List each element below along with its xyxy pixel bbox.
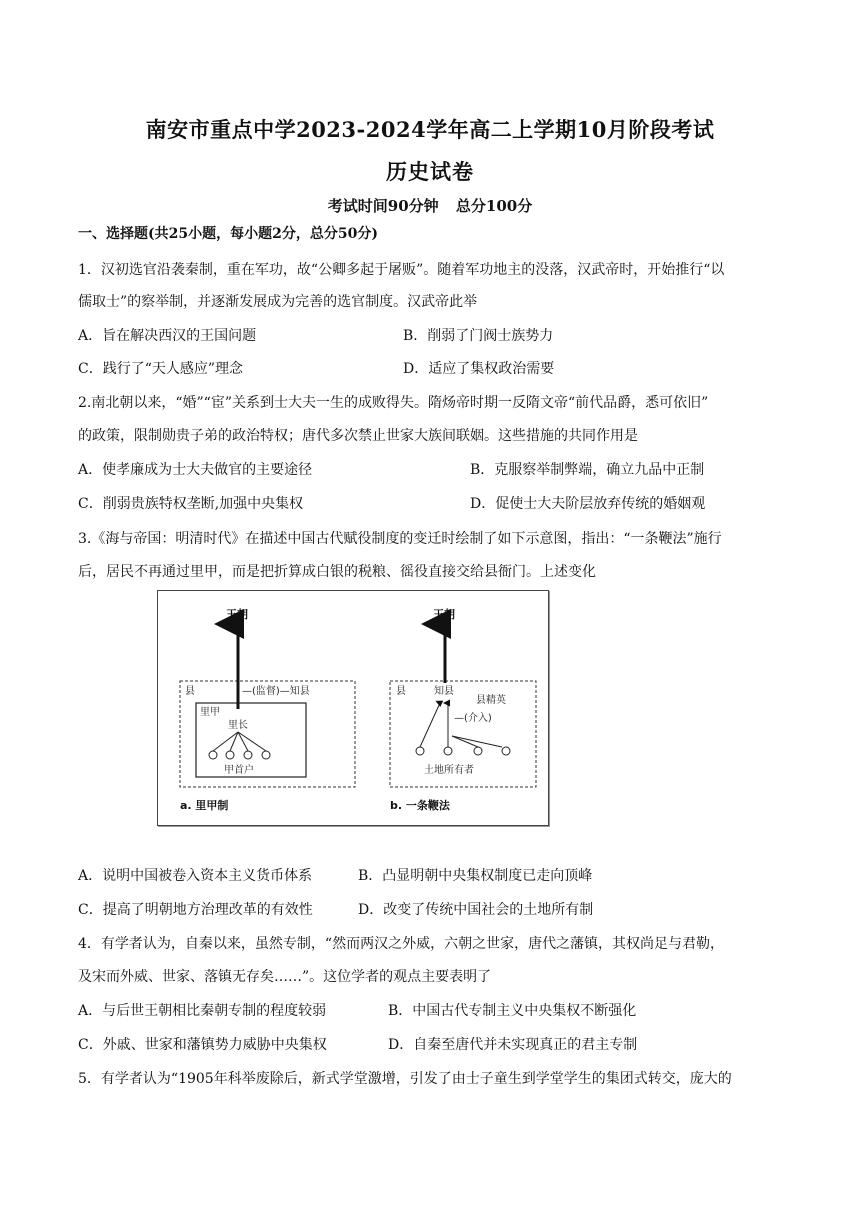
question-2-option-b: B．克服察举制弊端，确立九品中正制: [470, 462, 705, 478]
question-2-option-d: D．促使士大夫阶层放弃传统的婚姻观: [470, 496, 706, 512]
question-1-option-a: A．旨在解决西汉的王国问题: [78, 328, 257, 344]
question-1-stem-line2: 儒取士”的察举制，并逐渐发展成为完善的选官制度。汉武帝此举: [78, 294, 478, 310]
a-caption: a. 里甲制: [180, 799, 229, 812]
section-heading: 一、选择题(共25小题，每小题2分，总分50分): [78, 226, 378, 242]
a-supervise-label: —(监督)—知县: [242, 686, 310, 697]
question-5-stem-line1: 5．有学者认为“1905年科举废除后，新式学堂激增，引发了由士子童生到学堂学生的集团式转交，庞大的: [78, 1071, 732, 1087]
question-4-option-b: B．中国古代专制主义中央集权不断强化: [388, 1003, 637, 1019]
b-magistrate-label: 知县: [434, 686, 454, 697]
question-4-option-d: D．自秦至唐代并未实现真正的君主专制: [388, 1037, 638, 1053]
b-dynasty-label: 王朝: [433, 608, 455, 621]
exam-time: 考试时间90分钟: [327, 197, 439, 215]
b-county-label: 县: [396, 686, 406, 697]
question-2-option-c: C．削弱贵族特权垄断,加强中央集权: [78, 496, 304, 512]
a-county-label: 县: [185, 686, 195, 697]
b-caption: b. 一条鞭法: [390, 799, 450, 812]
b-elite-label: 县精英: [476, 695, 506, 706]
question-2-stem-line1: 2.南北朝以来，“婚”“宦”关系到士大夫一生的成败得失。隋炀帝时期一反隋文帝“前代品爵，悉可依旧”: [78, 395, 709, 411]
question-1-option-b: B．削弱了门阀士族势力: [403, 328, 554, 344]
question-3-stem-line1: 3.《海与帝国：明清时代》在描述中国古代赋役制度的变迁时绘制了如下示意图，指出：“一条鞭法”施行: [78, 531, 722, 547]
total-score: 总分100分: [455, 197, 533, 215]
question-2-option-a: A．使孝廉成为士大夫做官的主要途径: [78, 462, 313, 478]
question-3-option-b: B．凸显明朝中央集权制度已走向顶峰: [358, 868, 593, 884]
exam-title: 南安市重点中学2023-2024学年高二上学期10月阶段考试: [145, 117, 715, 142]
b-owners-label: 土地所有者: [424, 765, 474, 776]
question-4-stem-line1: 4．有学者认为，自秦以来，虽然专制，“然而两汉之外威，六朝之世家，唐代之藩镇，其权尚足与君勒，: [78, 936, 725, 952]
question-4-option-c: C．外戚、世家和藩镇势力威胁中央集权: [78, 1037, 327, 1053]
question-1-option-d: D．适应了集权政治需要: [403, 361, 555, 377]
b-intervene-label: —(介入): [454, 713, 492, 724]
question-3-option-d: D．改变了传统中国社会的土地所有制: [358, 902, 594, 918]
exam-info: [0, 195, 860, 216]
tax-system-diagram: [157, 590, 549, 826]
question-3-option-a: A．说明中国被卷入资本主义货币体系: [78, 868, 313, 884]
question-1-stem-line1: 1．汉初选官沿袭秦制，重在军功，故“公卿多起于屠贩”。随着军功地主的没落，汉武帝时，开始推行“以: [78, 262, 725, 278]
question-3-option-c: C．提高了明朝地方治理改革的有效性: [78, 902, 313, 918]
a-household-connectors: [209, 732, 270, 759]
a-lizhang-label: 里长: [228, 720, 248, 731]
a-lijia-label: 里甲: [200, 707, 220, 718]
exam-subject-title: 历史试卷: [386, 159, 474, 184]
question-1-option-c: C．践行了“天人感应”理念: [78, 361, 244, 377]
question-3-stem-line2: 后，居民不再通过里甲，而是把折算成白银的税粮、徭役直接交给县衙门。上述变化: [78, 564, 596, 580]
question-2-stem-line2: 的政策，限制勋贵子弟的政治特权；唐代多次禁止世家大族间联姻。这些措施的共同作用是: [78, 428, 638, 444]
question-4-stem-line2: 及宋而外威、世家、落镇无存矣……”。这位学者的观点主要表明了: [78, 969, 492, 985]
a-dynasty-label: 王朝: [226, 608, 248, 621]
question-4-option-a: A．与后世王朝相比秦朝专制的程度较弱: [78, 1003, 327, 1019]
b-owner-connectors: [416, 703, 510, 755]
a-households-label: 甲首户: [224, 765, 254, 776]
